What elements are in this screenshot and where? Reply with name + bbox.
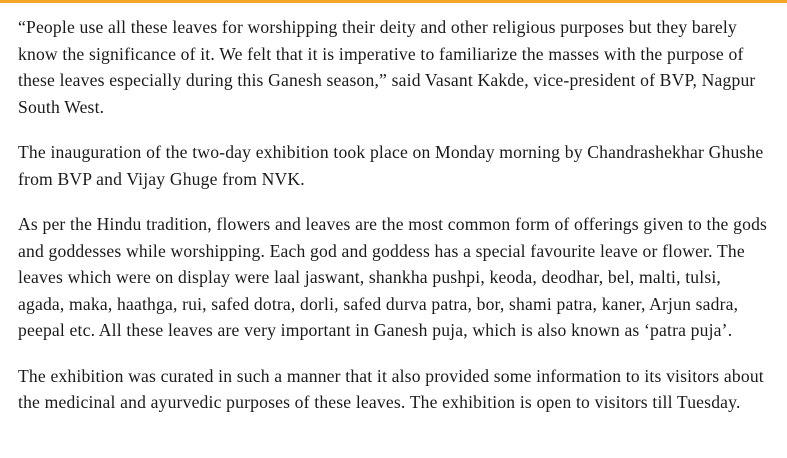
- article-paragraph: As per the Hindu tradition, flowers and leaves are the most common form of offerings given to the gods and goddesses while worshipping. Each god and goddess has a special favourite leave or flower. The leaves which were on display were laal jaswant, shankha pushpi, keoda, deodhar, bel, malti, tulsi, agada, maka, haathga, rui, safed dotra, dorli, safed durva patra, bor, shami patra, kaner, Arjun sadra, peepal etc. All these leaves are very important in Ganesh puja, which is also known as ‘patra puja’.: [18, 214, 768, 340]
- article-body: [18, 14, 772, 416]
- accent-divider: [0, 0, 787, 3]
- article-paragraph: The inauguration of the two-day exhibition took place on Monday morning by Chandrashekhar Ghushe from BVP and Vijay Ghuge from NVK.: [18, 142, 764, 189]
- article-paragraph: “People use all these leaves for worshipping their deity and other religious purposes but they barely know the significance of it. We felt that it is imperative to familiarize the masses with the purpose of these leaves especially during this Ganesh season,” said Vasant Kakde, vice-president of BVP, Nagpur South West.: [18, 17, 756, 117]
- article-paragraph: The exhibition was curated in such a manner that it also provided some information to its visitors about the medicinal and ayurvedic purposes of these leaves. The exhibition is open to visitors till Tuesday.: [18, 365, 764, 412]
